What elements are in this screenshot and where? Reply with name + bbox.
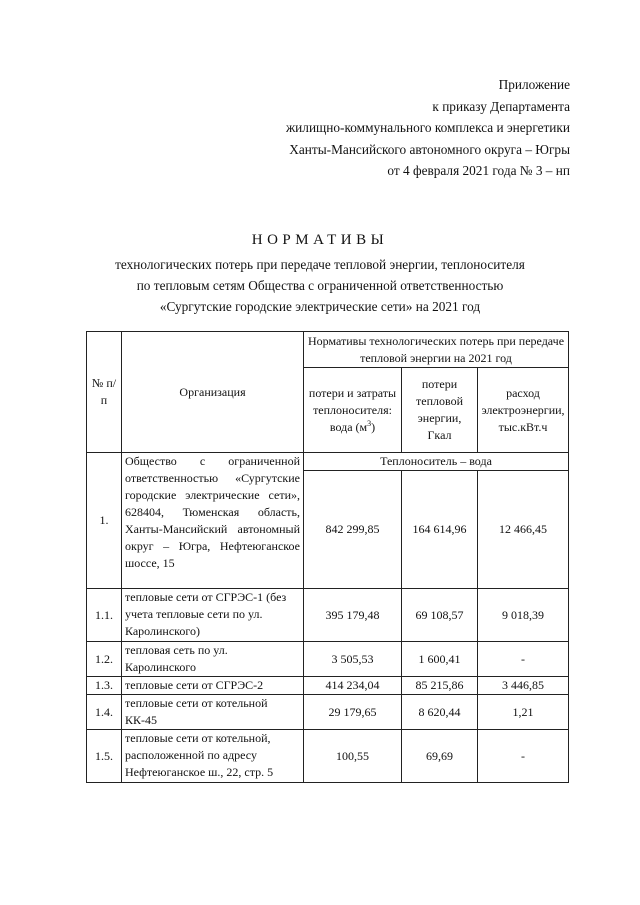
cell-water: 100,55 <box>304 730 402 783</box>
cell-heat: 1 600,41 <box>402 642 478 677</box>
table-row <box>87 453 569 471</box>
table-row <box>87 589 569 642</box>
approval-header <box>286 74 570 182</box>
cell-org: тепловая сеть по ул. Каролинского <box>122 642 304 677</box>
cell-org: тепловые сети от котельной, расположенной по адресу Нефтеюганское ш., 22, стр. 5 <box>122 730 304 783</box>
cell-medium: Теплоноситель – вода <box>304 453 569 471</box>
cell-water: 842 299,85 <box>304 471 402 589</box>
norms-table <box>86 331 569 783</box>
table-row <box>87 730 569 783</box>
subtitle-line: «Сургутские городские электрические сети» на 2021 год <box>159 299 481 314</box>
document-subtitle <box>60 254 580 317</box>
cell-org: Общество с ограниченной ответственностью «Сургутские городские электрические сети», 628404, Тюменская область, Ханты-Мансийский автономный округ – Югра, Нефтеюганское шоссе, 15 <box>122 453 304 589</box>
cell-heat: 8 620,44 <box>402 695 478 730</box>
header-line: к приказу Департамента <box>432 98 570 114</box>
cell-num: 1. <box>87 453 122 589</box>
cell-power: 3 446,85 <box>478 677 569 695</box>
cell-water: 3 505,53 <box>304 642 402 677</box>
col-header-group: Нормативы технологических потерь при передаче тепловой энергии на 2021 год <box>304 332 569 368</box>
col-header-org: Организация <box>122 332 304 453</box>
cell-num: 1.4. <box>87 695 122 730</box>
cell-heat: 69,69 <box>402 730 478 783</box>
cell-heat: 85 215,86 <box>402 677 478 695</box>
cell-power: 9 018,39 <box>478 589 569 642</box>
cell-water: 414 234,04 <box>304 677 402 695</box>
header-line: Приложение <box>498 77 570 92</box>
table-row <box>87 677 569 695</box>
cell-power: - <box>478 642 569 677</box>
cell-num: 1.1. <box>87 589 122 642</box>
col-header-num: № п/п <box>87 332 122 453</box>
cell-heat: 69 108,57 <box>402 589 478 642</box>
cell-power: 12 466,45 <box>478 471 569 589</box>
cell-num: 1.3. <box>87 677 122 695</box>
table-header-row <box>87 332 569 368</box>
header-line: от 4 февраля 2021 года № 3 – нп <box>387 163 570 178</box>
subtitle-line: технологических потерь при передаче тепловой энергии, теплоносителя <box>115 257 525 272</box>
cell-water: 29 179,65 <box>304 695 402 730</box>
cell-power: - <box>478 730 569 783</box>
header-line: Ханты-Мансийского автономного округа – Югры <box>289 141 570 157</box>
col-header-water-text: потери и затраты теплоносителя: вода (м <box>308 385 397 434</box>
cell-org: тепловые сети от СГРЭС-2 <box>122 677 304 695</box>
col-header-water <box>304 368 402 453</box>
cell-num: 1.5. <box>87 730 122 783</box>
cell-heat: 164 614,96 <box>402 471 478 589</box>
cell-power: 1,21 <box>478 695 569 730</box>
table-row <box>87 695 569 730</box>
cell-org: тепловые сети от СГРЭС-1 (без учета тепловые сети по ул. Каролинского) <box>122 589 304 642</box>
cell-num: 1.2. <box>87 642 122 677</box>
col-header-water-sup: 3 <box>367 418 372 428</box>
col-header-power: расход электроэнергии, тыс.кВт.ч <box>478 368 569 453</box>
header-line: жилищно-коммунального комплекса и энергетики <box>286 120 570 135</box>
cell-water: 395 179,48 <box>304 589 402 642</box>
cell-org: тепловые сети от котельной КК-45 <box>122 695 304 730</box>
subtitle-line: по тепловым сетям Общества с ограниченной ответственностью <box>136 278 504 293</box>
document-title: НОРМАТИВЫ <box>251 232 389 248</box>
table-row <box>87 642 569 677</box>
col-header-heat: потери тепловой энергии, Гкал <box>402 368 478 453</box>
col-header-water-end: ) <box>371 419 376 434</box>
